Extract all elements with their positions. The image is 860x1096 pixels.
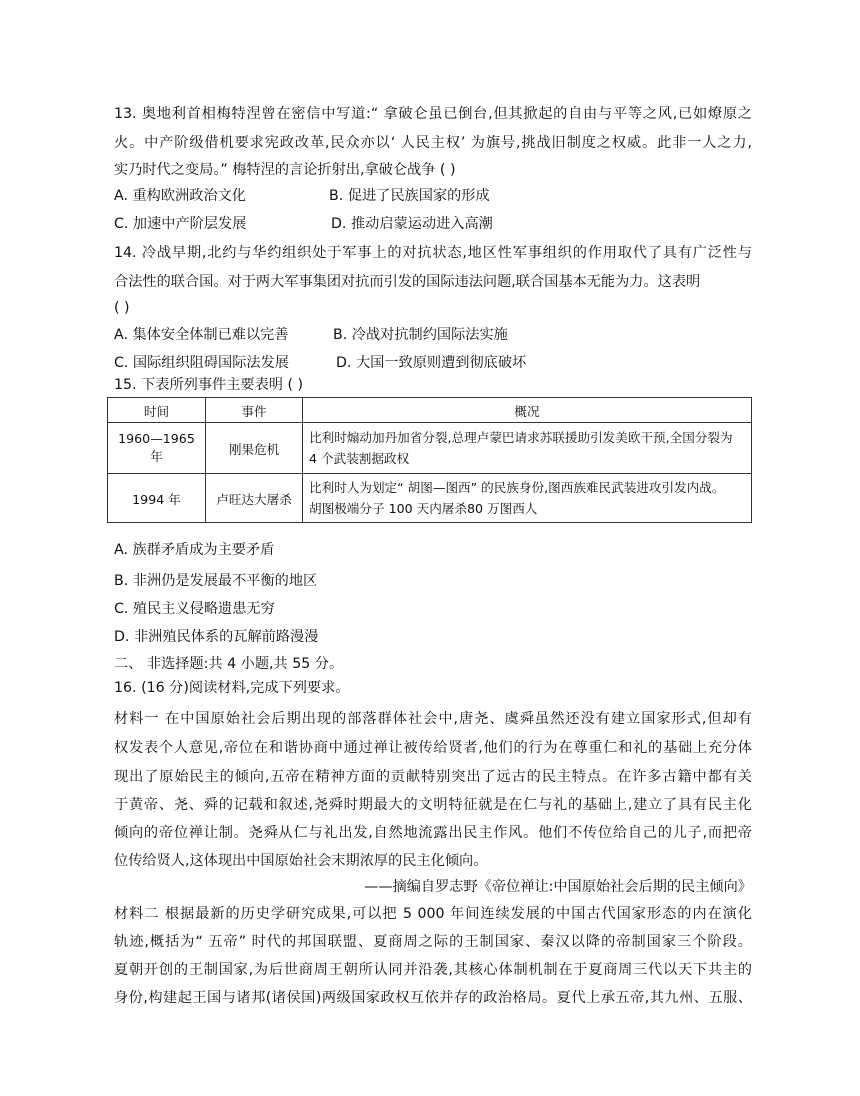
table-row (108, 474, 752, 523)
q15-option-b: B. 非洲仍是发展最不平衡的地区 (114, 573, 318, 589)
material1-line: 于黄帝、尧、舜的记载和叙述,尧舜时期最大的文明特征就是在仁与礼的基础上,建立了具有民主化 (114, 797, 752, 813)
q14-option-d: D. 大国一致原则遭到彻底破坏 (336, 355, 527, 371)
table-cell-overview (303, 423, 752, 474)
table-cell-overview (303, 474, 752, 523)
table-row (108, 423, 752, 474)
q14-stem-line-1: 14. 冷战早期,北约与华约组织处于军事上的对抗状态,地区性军事组织的作用取代了具有广泛性与 (114, 245, 752, 261)
material2-line: 轨迹,概括为“ 五帝” 时代的邦国联盟、夏商周之际的王制国家、秦汉以降的帝制国家三个阶段。 (114, 934, 752, 950)
table-header-event: 事件 (206, 398, 303, 423)
q13-stem-line-1: 13. 奥地利首相梅特涅曾在密信中写道:“ 拿破仑虽已倒台,但其掀起的自由与平等之风,已如燎原之 (114, 106, 752, 122)
q15-option-a: A. 族群矛盾成为主要矛盾 (114, 542, 275, 558)
q13-option-b: B. 促进了民族国家的形成 (329, 188, 490, 204)
material1-line: 位传给贤人,这体现出中国原始社会末期浓厚的民主化倾向。 (114, 853, 488, 869)
overview-line: 比利时人为划定“ 胡图—图西” 的民族身份,图西族难民武装进攻引发内战。 (309, 480, 725, 495)
overview-line: 比利时煽动加丹加省分裂,总理卢蒙巴请求苏联援助引发美欧干预,全国分裂为 (309, 430, 733, 445)
table-header-row (108, 398, 752, 423)
q14-option-b: B. 冷战对抗制约国际法实施 (333, 327, 508, 343)
q15-stem: 15. 下表所列事件主要表明 ( ) (114, 377, 304, 393)
material2-line: 夏朝开创的王制国家,为后世商周王朝所认同并沿袭,其核心体制机制在于夏商周三代以天下共主的 (114, 962, 752, 978)
q14-stem-line-3: ( ) (114, 300, 130, 316)
q15-table (107, 397, 752, 523)
q15-option-d: D. 非洲殖民体系的瓦解前路漫漫 (114, 629, 319, 645)
table-cell-time: 1994 年 (108, 474, 206, 523)
material1-line: 倾向的帝位禅让制。尧舜从仁与礼出发,自然地流露出民主作风。他们不传位给自己的儿子,而把帝 (114, 825, 752, 841)
table-cell-event: 卢旺达大屠杀 (206, 474, 303, 523)
q13-option-c: C. 加速中产阶层发展 (114, 216, 247, 232)
q15-option-c: C. 殖民主义侵略遗患无穷 (114, 601, 275, 617)
q14-stem-line-2: 合法性的联合国。对于两大军事集团对抗而引发的国际违法问题,联合国基本无能为力。这表明 (114, 274, 701, 290)
table-cell-time: 1960—1965 年 (108, 423, 206, 474)
material2-line: 材料二 根据最新的历史学研究成果,可以把 5 000 年间连续发展的中国古代国家形态的内在演化 (114, 906, 752, 922)
material2-line: 身份,构建起王国与诸邦(诸侯国)两级国家政权互依并存的政治格局。夏代上承五帝,其九州、五服、 (114, 990, 752, 1006)
overview-line: 胡图极端分子 100 天内屠杀80 万图西人 (309, 501, 538, 516)
overview-line: 4 个武装割据政权 (309, 451, 410, 466)
q13-stem-line-3: 实乃时代之变局。” 梅特涅的言论折射出,拿破仑战争 ( ) (114, 162, 456, 178)
table-header-time: 时间 (108, 398, 206, 423)
material1-line: 现出了原始民主的倾向,五帝在精神方面的贡献特别突出了远古的民主特点。在许多古籍中都有关 (114, 769, 752, 785)
table-cell-event: 刚果危机 (206, 423, 303, 474)
table-header-overview: 概况 (303, 398, 752, 423)
section-heading: 二、 非选择题:共 4 小题,共 55 分。 (114, 656, 344, 672)
material1-source: ——摘编自罗志野《帝位禅让:中国原始社会后期的民主倾向》 (364, 879, 752, 895)
q13-stem-line-2: 火。中产阶级借机要求宪政改革,民众亦以‘ 人民主权’ 为旗号,挑战旧制度之权威。此非一人之力, (114, 135, 752, 151)
q13-option-d: D. 推动启蒙运动进入高潮 (331, 216, 493, 232)
q14-option-c: C. 国际组织阻碍国际法发展 (114, 355, 289, 371)
q13-option-a: A. 重构欧洲政治文化 (114, 188, 246, 204)
q14-option-a: A. 集体安全体制已难以完善 (114, 327, 289, 343)
material1-line: 材料一 在中国原始社会后期出现的部落群体社会中,唐尧、虞舜虽然还没有建立国家形式,但却有 (114, 711, 752, 727)
q16-stem: 16. (16 分)阅读材料,完成下列要求。 (114, 680, 350, 696)
material1-line: 权发表个人意见,帝位在和谐协商中通过禅让被传给贤者,他们的行为在尊重仁和礼的基础上充分体 (114, 740, 752, 756)
